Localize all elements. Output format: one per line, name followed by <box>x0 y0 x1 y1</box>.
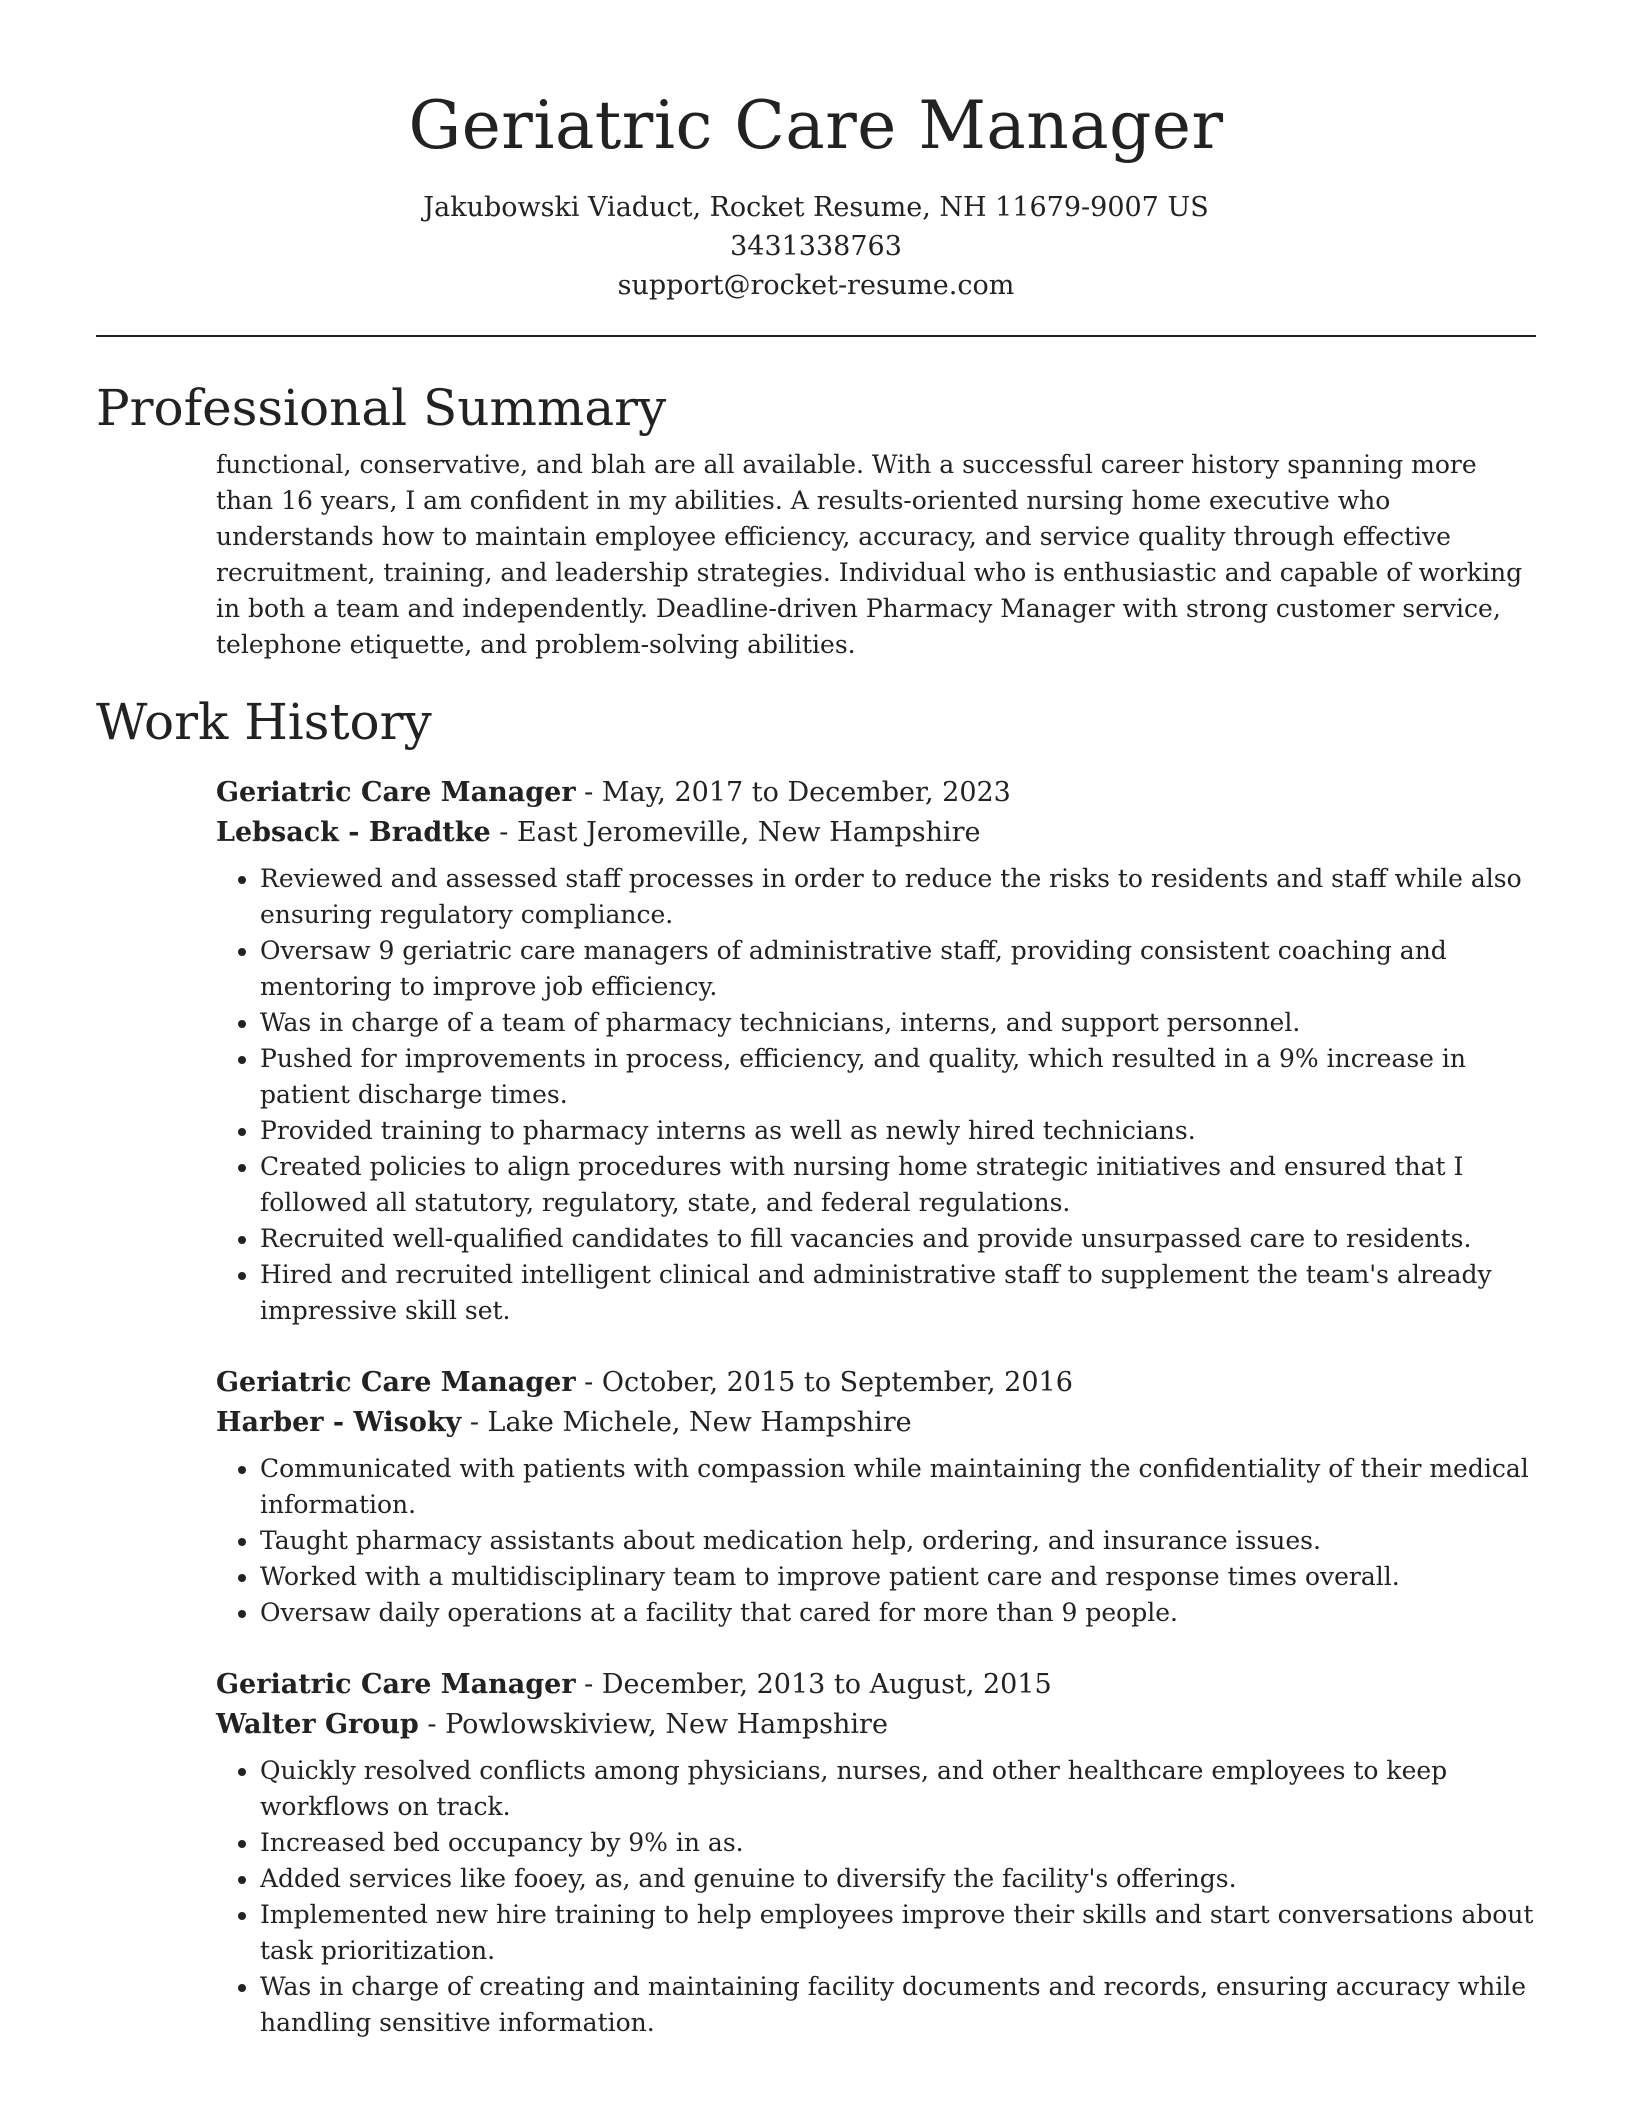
job-company: Walter Group <box>216 1709 419 1740</box>
job-bullet: • Oversaw 9 geriatric care managers of administrative staff, providing consistent coaching and mentoring to improve job efficiency. <box>260 933 1536 1005</box>
job-company: Lebsack - Bradtke <box>216 817 491 848</box>
job-entry <box>216 1665 1536 2041</box>
job-company-line: Lebsack - Bradtke - East Jeromeville, New Hampshire <box>216 817 981 848</box>
job-bullets <box>216 861 1536 1329</box>
job-bullet: • Communicated with patients with compassion while maintaining the confidentiality of their medical information. <box>260 1451 1536 1523</box>
job-dates: May, 2017 to December, 2023 <box>601 777 1011 808</box>
contact-email: support@rocket-resume.com <box>617 270 1015 301</box>
job-location: East Jeromeville, New Hampshire <box>516 817 981 848</box>
contact-block <box>96 188 1536 305</box>
job-bullet: • Pushed for improvements in process, efficiency, and quality, which resulted in a 9% increase in patient discharge times. <box>260 1041 1536 1113</box>
summary-heading: Professional Summary <box>96 379 667 437</box>
job-dates: December, 2013 to August, 2015 <box>601 1669 1052 1700</box>
header-divider <box>96 335 1536 337</box>
job-title-line: Geriatric Care Manager - May, 2017 to December, 2023 <box>216 777 1011 808</box>
job-role: Geriatric Care Manager <box>216 1367 576 1398</box>
job-entry <box>216 1363 1536 1631</box>
contact-phone: 3431338763 <box>730 231 902 262</box>
summary-text: functional, conservative, and blah are all available. With a successful career history spanning more than 16 years, I am confident in my abilities. A results-oriented nursing home executive who understands how to maintain employee efficiency, accuracy, and service quality through effective recruitment, training, and leadership strategies. Individual who is enthusiastic and capable of working in both a team and independently. Deadline-driven Pharmacy Manager with strong customer service, telephone etiquette, and problem-solving abilities. <box>216 450 1523 659</box>
job-bullet: • Quickly resolved conflicts among physicians, nurses, and other healthcare employees to keep workflows on track. <box>260 1753 1536 1825</box>
job-company-line: Walter Group - Powlowskiview, New Hampshire <box>216 1709 888 1740</box>
job-location: Powlowskiview, New Hampshire <box>445 1709 888 1740</box>
job-entry <box>216 773 1536 1329</box>
job-bullet: • Implemented new hire training to help employees improve their skills and start conversations about task prioritization. <box>260 1897 1536 1969</box>
job-role: Geriatric Care Manager <box>216 1669 576 1700</box>
job-bullet: • Increased bed occupancy by 9% in as. <box>260 1825 1536 1861</box>
job-bullet: • Worked with a multidisciplinary team to improve patient care and response times overall. <box>260 1559 1536 1595</box>
job-bullet: • Was in charge of creating and maintaining facility documents and records, ensuring accuracy while handling sensitive information. <box>260 1969 1536 2041</box>
resume-name: Geriatric Care Manager <box>408 87 1224 164</box>
resume-header <box>96 0 1536 305</box>
job-bullet: • Oversaw daily operations at a facility that cared for more than 9 people. <box>260 1595 1536 1631</box>
job-bullets <box>216 1753 1536 2041</box>
job-title-line: Geriatric Care Manager - December, 2013 to August, 2015 <box>216 1669 1052 1700</box>
job-bullet: • Added services like fooey, as, and genuine to diversify the facility's offerings. <box>260 1861 1536 1897</box>
job-bullet: • Hired and recruited intelligent clinical and administrative staff to supplement the team's already impressive skill set. <box>260 1257 1536 1329</box>
job-bullet: • Was in charge of a team of pharmacy technicians, interns, and support personnel. <box>260 1005 1536 1041</box>
job-bullet: • Taught pharmacy assistants about medication help, ordering, and insurance issues. <box>260 1523 1536 1559</box>
job-company-line: Harber - Wisoky - Lake Michele, New Hampshire <box>216 1407 912 1438</box>
job-bullet: • Recruited well-qualified candidates to fill vacancies and provide unsurpassed care to residents. <box>260 1221 1536 1257</box>
job-bullet: • Created policies to align procedures with nursing home strategic initiatives and ensured that I followed all statutory, regulatory, state, and federal regulations. <box>260 1149 1536 1221</box>
resume-page <box>96 0 1536 2041</box>
job-bullet: • Reviewed and assessed staff processes in order to reduce the risks to residents and staff while also ensuring regulatory compliance. <box>260 861 1536 933</box>
job-dates: October, 2015 to September, 2016 <box>601 1367 1073 1398</box>
work-history-heading: Work History <box>96 693 432 751</box>
job-bullet: • Provided training to pharmacy interns as well as newly hired technicians. <box>260 1113 1536 1149</box>
job-role: Geriatric Care Manager <box>216 777 576 808</box>
contact-address: Jakubowski Viaduct, Rocket Resume, NH 11679-9007 US <box>423 192 1209 223</box>
job-title-line: Geriatric Care Manager - October, 2015 to September, 2016 <box>216 1367 1073 1398</box>
job-bullets <box>216 1451 1536 1631</box>
job-location: Lake Michele, New Hampshire <box>487 1407 912 1438</box>
job-company: Harber - Wisoky <box>216 1407 462 1438</box>
